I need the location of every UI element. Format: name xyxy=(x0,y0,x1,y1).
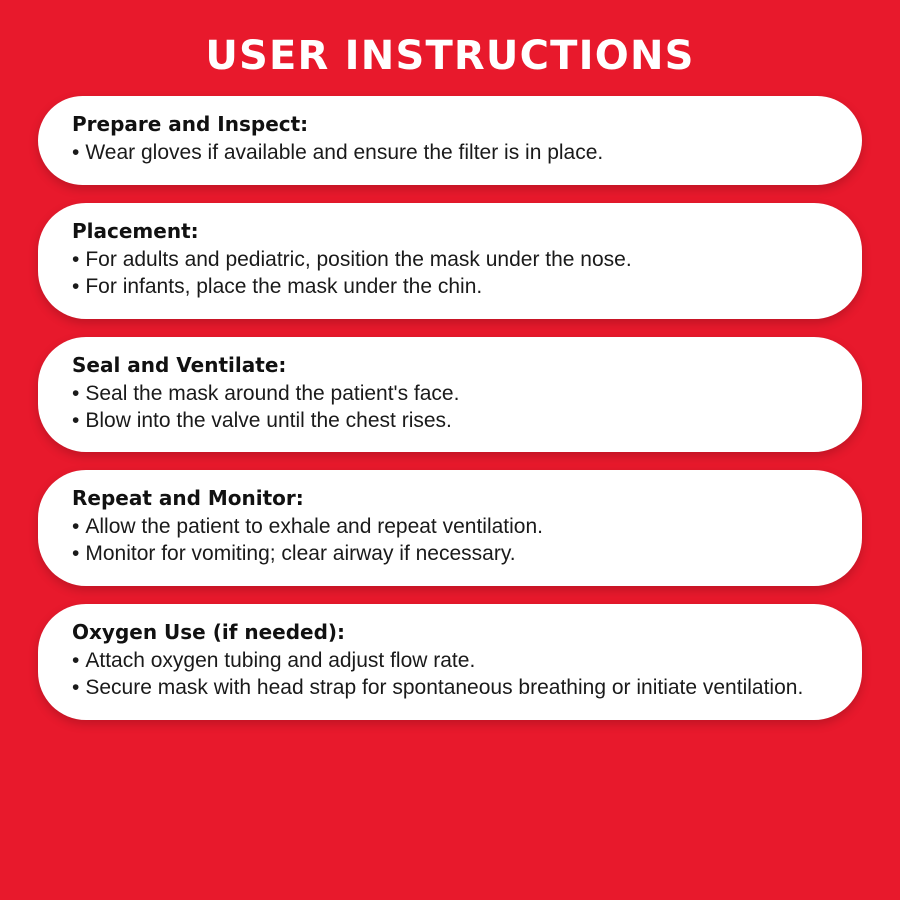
list-item xyxy=(72,675,828,702)
list-item xyxy=(72,541,828,568)
list-item xyxy=(72,274,828,301)
instruction-card-list xyxy=(28,96,872,720)
bullet-icon: • xyxy=(72,274,80,298)
page-title: USER INSTRUCTIONS xyxy=(205,33,695,79)
list-item-text: Secure mask with head strap for spontaneous breathing or initiate ventilation. xyxy=(85,676,804,699)
list-item xyxy=(72,247,828,274)
list-item xyxy=(72,408,828,435)
bullet-icon: • xyxy=(72,676,80,699)
instruction-card xyxy=(38,96,862,185)
bullet-icon: • xyxy=(72,141,80,164)
list-item xyxy=(72,514,828,541)
list-item-text: Seal the mask around the patient's face. xyxy=(85,381,460,405)
bullet-icon: • xyxy=(72,381,80,405)
instruction-card xyxy=(38,604,862,720)
list-item-text: Allow the patient to exhale and repeat ventilation. xyxy=(85,515,544,539)
card-heading: Prepare and Inspect: xyxy=(72,112,309,136)
list-item-text: Monitor for vomiting; clear airway if necessary. xyxy=(85,542,516,566)
list-item xyxy=(72,381,828,408)
list-item-text: For adults and pediatric, position the mask under the nose. xyxy=(85,247,632,271)
list-item-text: Attach oxygen tubing and adjust flow rate. xyxy=(85,649,476,673)
list-item-text: Wear gloves if available and ensure the filter is in place. xyxy=(85,141,604,164)
instruction-card xyxy=(38,337,862,453)
bullet-icon: • xyxy=(72,408,80,432)
list-item-text: For infants, place the mask under the chin. xyxy=(85,274,483,298)
bullet-icon: • xyxy=(72,247,80,271)
bullet-icon: • xyxy=(72,542,80,566)
bullet-icon: • xyxy=(72,515,80,539)
list-item xyxy=(72,140,828,167)
instruction-card xyxy=(38,470,862,586)
list-item-text: Blow into the valve until the chest rises. xyxy=(85,408,452,432)
instruction-card xyxy=(38,203,862,319)
card-heading: Placement: xyxy=(72,218,199,243)
bullet-icon: • xyxy=(72,649,80,673)
card-heading: Oxygen Use (if needed): xyxy=(72,620,346,645)
list-item xyxy=(72,648,828,675)
card-heading: Seal and Ventilate: xyxy=(72,352,287,377)
card-heading: Repeat and Monitor: xyxy=(72,486,304,511)
